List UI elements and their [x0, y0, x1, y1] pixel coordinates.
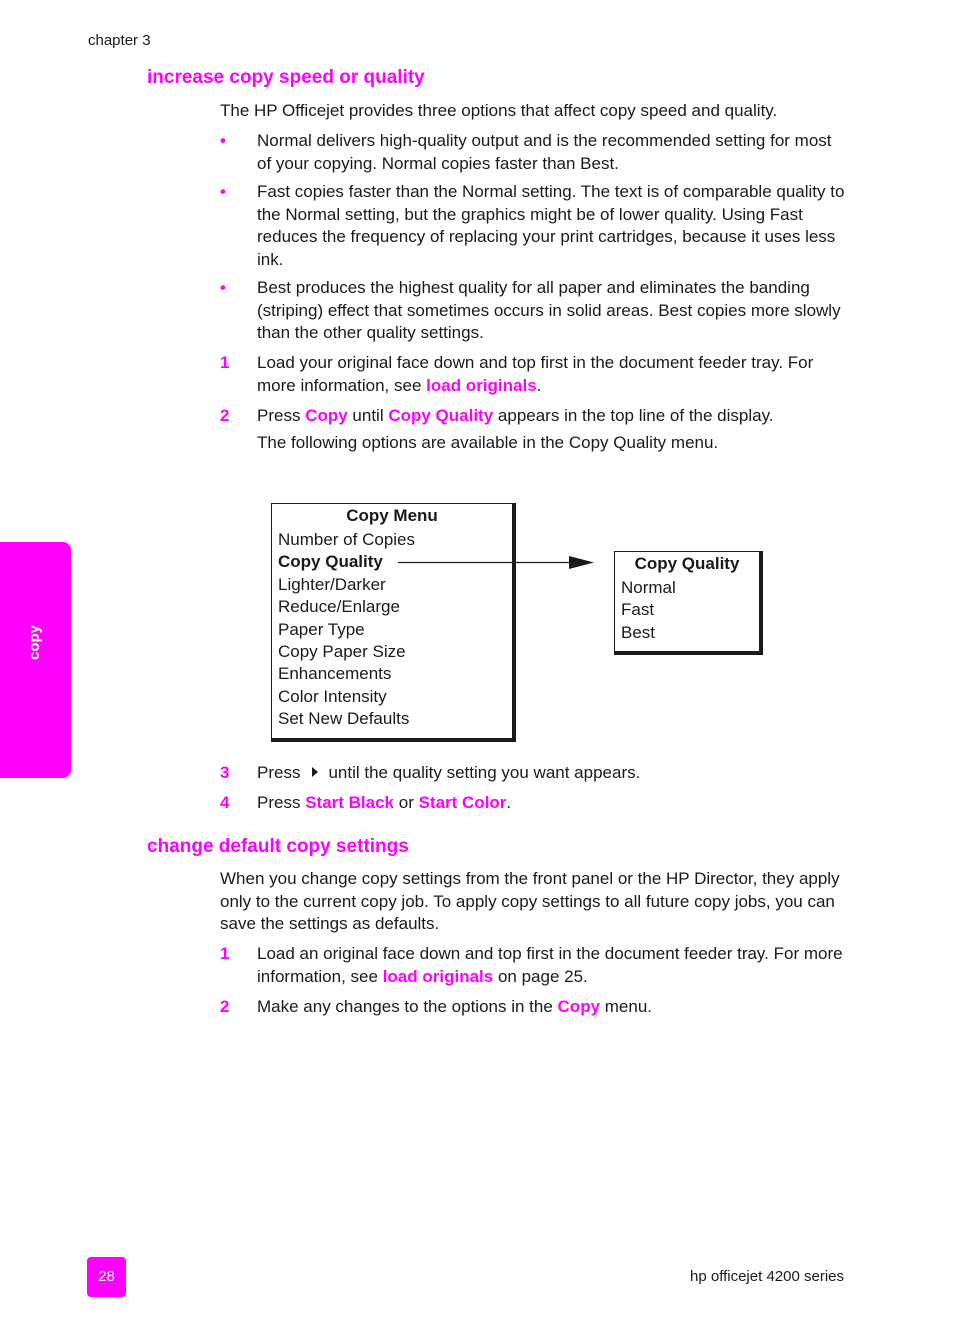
menu-item-reduce-enlarge: Reduce/Enlarge: [278, 597, 400, 617]
step-text-post: .: [506, 793, 512, 812]
side-tab-label: copy: [26, 624, 43, 660]
right-arrow-key-icon: [312, 767, 318, 777]
step-text: [257, 996, 845, 1019]
quality-option-normal: Normal: [621, 578, 676, 597]
quality-option-best: Best: [621, 622, 656, 642]
step-number: 3: [220, 763, 230, 782]
bullet-normal: [220, 130, 845, 175]
menu-item-paper-type: Paper Type: [278, 619, 365, 639]
step-text-mid: or: [394, 793, 419, 812]
section2-step-2: [220, 996, 845, 1019]
start-black-key-label: Start Black: [305, 793, 395, 812]
step-text: [257, 762, 845, 785]
copy-quality-key-label: Copy Quality: [388, 406, 494, 425]
copy-menu-title: Copy Menu: [346, 506, 438, 525]
step-1-load-original: [220, 352, 845, 397]
section2-intro: When you change copy settings from the front panel or the HP Director, they apply only to the current copy job. To apply copy settings to all future copy jobs, you can save the settings as defaults.: [220, 869, 840, 933]
step-text-pre: Press: [257, 763, 301, 782]
menu-item-copy-paper-size: Copy Paper Size: [278, 642, 406, 662]
step-text-mid: until: [347, 406, 389, 425]
step-2-press-copy: [220, 405, 845, 428]
bullet-text: Best produces the highest quality for all paper and eliminates the banding (striping) effect that sometimes occurs in solid areas. Best copies more slowly than the other quality settings.: [257, 278, 841, 342]
step-text: [257, 352, 845, 397]
section2-step-1: [220, 943, 845, 988]
bullet-mark: •: [220, 182, 226, 201]
menu-item-set-new-defaults: Set New Defaults: [278, 709, 410, 729]
copy-menu-key-label: Copy: [557, 997, 601, 1016]
step-note-text: The following options are available in the Copy Quality menu.: [257, 433, 719, 452]
section1-intro: The HP Officejet provides three options that affect copy speed and quality.: [220, 101, 778, 120]
step-text-post: appears in the top line of the display.: [493, 406, 774, 425]
copy-quality-list: [621, 577, 676, 644]
bullet-fast: [220, 181, 845, 271]
start-color-key-label: Start Color: [418, 793, 507, 812]
side-tab-copy: [0, 542, 71, 778]
step-number: 2: [220, 997, 230, 1016]
step-text: [257, 792, 845, 815]
step-number: 1: [220, 353, 230, 372]
step-text-post: menu.: [600, 997, 653, 1016]
menu-item-number-of-copies: Number of Copies: [278, 530, 416, 549]
step-text: [257, 943, 845, 988]
menu-item-lighter-darker: Lighter/Darker: [278, 574, 386, 594]
bullet-best: [220, 277, 845, 345]
step-text-pre: Press: [257, 793, 306, 812]
bullet-mark: •: [220, 131, 226, 150]
copy-key-label: Copy: [305, 406, 348, 425]
load-originals-link[interactable]: load originals: [382, 966, 494, 986]
copy-quality-title: Copy Quality: [634, 554, 740, 573]
step-4-press-start: [220, 792, 845, 815]
arrow-head-icon: [569, 556, 594, 569]
bullet-text: Normal delivers high-quality output and is the recommended setting for most of your copying. Normal copies faster than Best.: [257, 131, 832, 173]
menu-item-color-intensity: Color Intensity: [278, 686, 387, 706]
step-text-pre: Load an original face down and top first in the document feeder tray. For more information, see: [257, 944, 843, 986]
copy-menu-display: [271, 503, 516, 742]
load-originals-link[interactable]: load originals: [426, 375, 537, 395]
step-number: 4: [220, 793, 230, 812]
step-number: 2: [220, 406, 230, 425]
quality-option-fast: Fast: [621, 600, 655, 620]
menu-item-enhancements: Enhancements: [278, 664, 392, 684]
copy-quality-display: [614, 551, 763, 655]
menu-item-copy-quality: Copy Quality: [278, 552, 383, 572]
step-3-press-arrow: [220, 762, 845, 785]
section-heading-speed-quality: increase copy speed or quality: [147, 67, 425, 88]
bullet-text: Fast copies faster than the Normal setting. The text is of comparable quality to the Normal setting, but the graphics might be of lower quality. Using Fast reduces the frequency of replacing your print cartridges, because it uses less ink.: [257, 182, 845, 269]
step-text-pre: Load your original face down and top first in the document feeder tray. For more information, see: [257, 353, 814, 395]
step-text-post: on page 25.: [493, 966, 588, 986]
step-number: 1: [220, 944, 230, 963]
footer-product-title: hp officejet 4200 series: [690, 1268, 844, 1285]
step-text: [257, 405, 845, 428]
step-2-note: [220, 432, 845, 455]
page-number-badge: 28: [87, 1257, 126, 1297]
step-text-post: until the quality setting you want appears.: [328, 763, 641, 782]
bullet-mark: •: [220, 278, 226, 297]
step-text-post: .: [536, 375, 542, 395]
step-text-pre: Make any changes to the options in the: [257, 997, 558, 1016]
diagram-arrow: [395, 553, 600, 573]
section-heading-default-settings: change default copy settings: [147, 836, 409, 857]
chapter-label: chapter 3: [88, 32, 151, 49]
step-text-pre: Press: [257, 406, 306, 425]
